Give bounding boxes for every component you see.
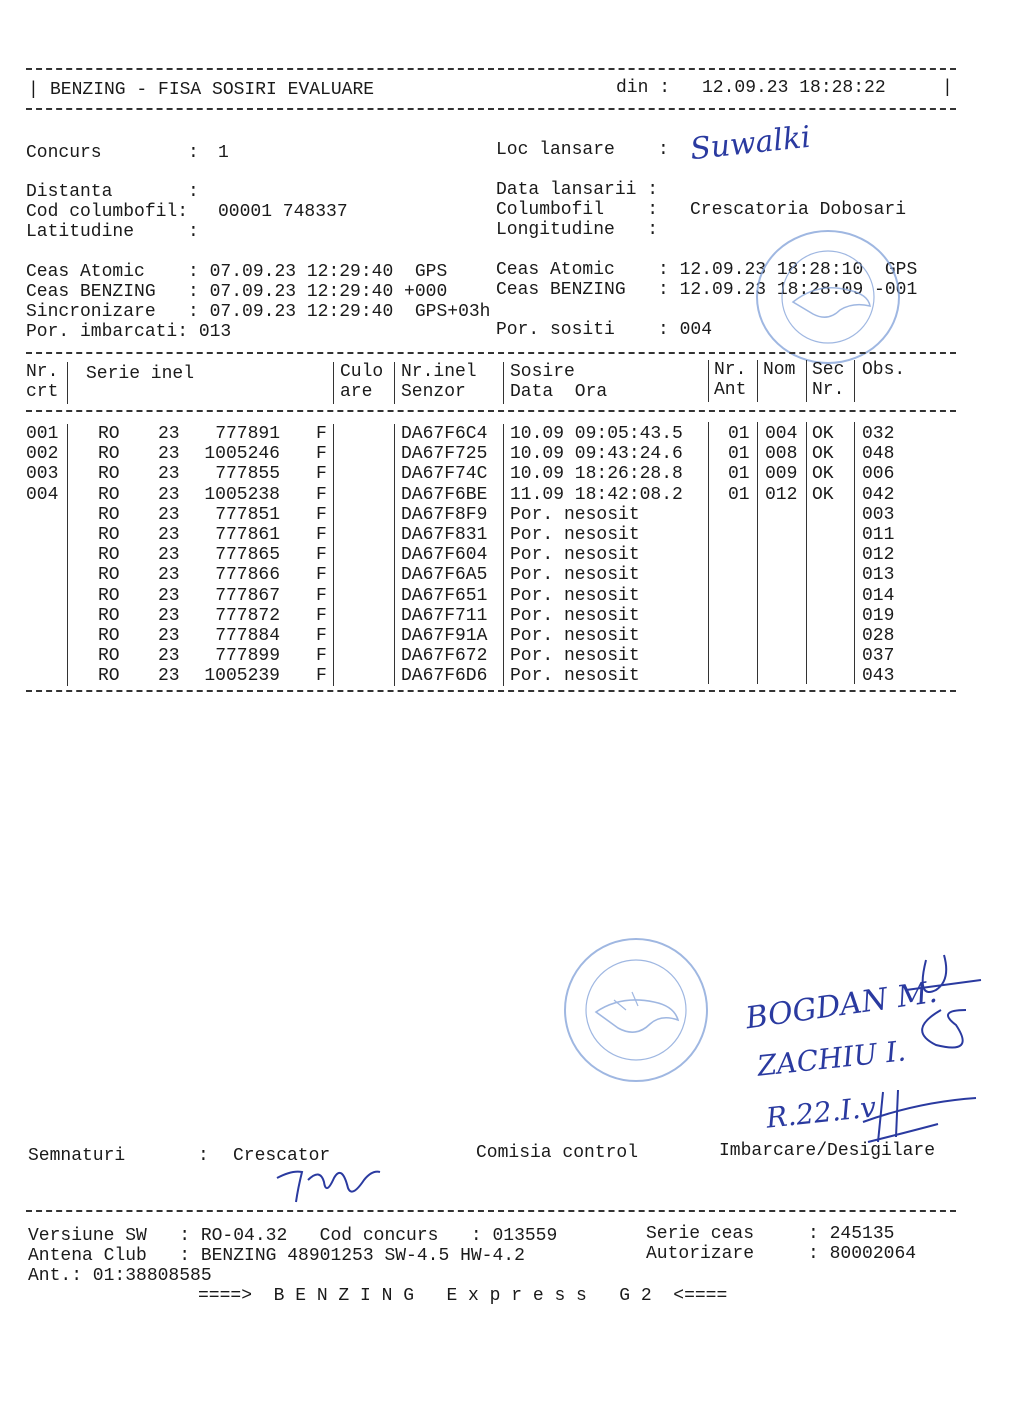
distanta-label: Distanta : (26, 182, 199, 202)
cell-sex: F (316, 464, 327, 485)
date-label: din : (616, 78, 671, 98)
cell-an: 23 (158, 585, 180, 606)
longitudine-label: Longitudine : (496, 220, 659, 240)
col-head-ant-2: Ant (714, 380, 747, 400)
cell-sex: F (316, 444, 327, 465)
cell-senzor: DA67F91A (401, 626, 488, 646)
col-head-ant-1: Nr. (714, 360, 747, 380)
cell-an: 23 (158, 565, 180, 586)
cell-obs: 032 (862, 424, 895, 444)
right-clock-line-2: Ceas BENZING : 12.09.23 18:28:09 -001 (496, 280, 918, 300)
cell-obs: 028 (862, 626, 895, 646)
cell-tara: RO (98, 646, 120, 667)
concurs-label: Concurs : (26, 143, 199, 163)
cell-obs: 037 (862, 646, 895, 667)
cell-senzor: DA67F6A5 (401, 565, 488, 586)
cell-tara: RO (98, 464, 120, 485)
cell-crt: 001 (26, 424, 59, 444)
cell-inel: 1005238 (204, 484, 280, 505)
cell-ant: 01 (728, 484, 750, 505)
rule-crt-head (67, 362, 68, 404)
separator-table-top (26, 352, 956, 354)
stamp-bottom (564, 938, 708, 1082)
cell-an: 23 (158, 484, 180, 505)
col-head-culoare-2: are (340, 382, 373, 402)
crescator-label: Crescator (233, 1146, 331, 1166)
rule-ant-head (757, 360, 758, 402)
cell-inel: 777851 (215, 504, 280, 525)
cell-senzor: DA67F831 (401, 525, 488, 545)
concurs-value: 1 (218, 143, 229, 163)
rule-sec-head (854, 360, 855, 402)
cell-tara: RO (98, 484, 120, 505)
cell-obs: 014 (862, 585, 895, 606)
cell-sec: OK (812, 484, 834, 505)
cell-an: 23 (158, 504, 180, 525)
cell-senzor: DA67F74C (401, 464, 488, 485)
separator-header (26, 108, 956, 110)
cell-an: 23 (158, 626, 180, 646)
cell-inel: 777865 (215, 545, 280, 566)
cell-senzor: DA67F6BE (401, 484, 488, 505)
cell-inel: 777872 (215, 605, 280, 626)
cell-senzor: DA67F725 (401, 444, 488, 465)
cod-columbofil-label: Cod columbofil: (26, 202, 189, 222)
footer-line-2-right: Autorizare : 80002064 (646, 1244, 917, 1264)
cell-tara: RO (98, 585, 120, 606)
cell-sec: OK (812, 444, 834, 465)
cell-tara: RO (98, 525, 120, 545)
cell-sex: F (316, 504, 327, 525)
cell-tara: RO (98, 504, 120, 525)
print-datetime: 12.09.23 18:28:22 (702, 78, 886, 98)
cell-crt: 002 (26, 444, 59, 465)
rule-sosire-head (708, 360, 709, 402)
rule-ant (757, 422, 758, 684)
footer-line-1-right: Serie ceas : 245135 (646, 1224, 895, 1244)
separator-table-bottom (26, 690, 956, 692)
separator-table-head (26, 410, 956, 412)
cell-sosire: Por. nesosit (510, 605, 640, 626)
cod-columbofil-value: 00001 748337 (218, 202, 348, 222)
cell-sosire: Por. nesosit (510, 504, 640, 525)
comisia-label: Comisia control (476, 1143, 639, 1163)
cell-inel: 777861 (215, 525, 280, 545)
rule-serie (333, 424, 334, 686)
cell-sosire: Por. nesosit (510, 626, 640, 646)
cell-tara: RO (98, 424, 120, 444)
stamp-top-graphic (758, 232, 898, 362)
col-head-culoare-1: Culo (340, 362, 384, 382)
cell-sex: F (316, 484, 327, 505)
rule-culo (394, 424, 395, 686)
cell-sex: F (316, 666, 327, 687)
rule-culo-head (394, 362, 395, 404)
cell-nom: 004 (765, 424, 798, 444)
cell-obs: 019 (862, 605, 895, 626)
cell-tara: RO (98, 626, 120, 646)
cell-tara: RO (98, 444, 120, 465)
col-head-nom: Nom (763, 360, 796, 380)
cell-sosire: 11.09 18:42:08.2 (510, 484, 683, 505)
cell-inel: 777855 (215, 464, 280, 485)
cell-sosire: 10.09 09:43:24.6 (510, 444, 683, 465)
footer-line-2-left: Antena Club : BENZING 48901253 SW-4.5 HW-4.2 (28, 1246, 525, 1266)
cell-ant: 01 (728, 464, 750, 485)
cell-an: 23 (158, 444, 180, 465)
cell-obs: 043 (862, 666, 895, 687)
left-clock-line-1: Ceas Atomic : 07.09.23 12:29:40 GPS (26, 262, 448, 282)
cell-senzor: DA67F711 (401, 605, 488, 626)
col-head-sosire-2: Data Ora (510, 382, 608, 402)
cell-ant: 01 (728, 424, 750, 444)
col-head-senzor-2: Senzor (401, 382, 466, 402)
footer-line-3: Ant.: 01:38808585 (28, 1266, 212, 1286)
header-left-bar: | (28, 80, 39, 100)
cell-inel: 777866 (215, 565, 280, 586)
data-lansarii-label: Data lansarii : (496, 180, 659, 200)
cell-sosire: Por. nesosit (510, 565, 640, 586)
cell-obs: 042 (862, 484, 895, 505)
header-right-bar: | (942, 78, 953, 98)
cell-senzor: DA67F8F9 (401, 504, 488, 525)
cell-senzor: DA67F672 (401, 646, 488, 667)
cell-sex: F (316, 626, 327, 646)
cell-inel: 777884 (215, 626, 280, 646)
cell-obs: 006 (862, 464, 895, 485)
cell-sosire: Por. nesosit (510, 666, 640, 687)
cell-an: 23 (158, 525, 180, 545)
rule-serie-head (333, 362, 334, 404)
col-head-crt-1: Nr. (26, 362, 59, 382)
document-title: BENZING - FISA SOSIRI EVALUARE (50, 80, 375, 100)
stamp-bottom-graphic (566, 940, 706, 1080)
col-head-sec-2: Nr. (812, 380, 845, 400)
cell-tara: RO (98, 666, 120, 687)
columbofil-label: Columbofil : (496, 200, 659, 220)
handwritten-third: R.22.I.v (764, 1090, 878, 1135)
cell-obs: 012 (862, 545, 895, 566)
col-head-obs: Obs. (862, 360, 906, 380)
separator-top (26, 68, 956, 70)
cell-sex: F (316, 565, 327, 586)
handwritten-zaharia: ZACHIU I. (755, 1034, 908, 1083)
rule-nom (806, 422, 807, 684)
cell-an: 23 (158, 666, 180, 687)
cell-sec: OK (812, 464, 834, 485)
cell-inel: 1005246 (204, 444, 280, 465)
cell-nom: 009 (765, 464, 798, 485)
rule-sosire (708, 422, 709, 684)
cell-senzor: DA67F604 (401, 545, 488, 566)
cell-an: 23 (158, 545, 180, 566)
cell-an: 23 (158, 424, 180, 444)
loc-lansare-label: Loc lansare : (496, 140, 669, 160)
right-clock-line-1: Ceas Atomic : 12.09.23 18:28:10 GPS (496, 260, 918, 280)
cell-tara: RO (98, 605, 120, 626)
cell-sex: F (316, 646, 327, 667)
rule-nom-head (806, 360, 807, 402)
stamp-top (756, 230, 900, 364)
cell-crt: 003 (26, 464, 59, 485)
cell-nom: 012 (765, 484, 798, 505)
left-clock-line-4: Por. imbarcati: 013 (26, 322, 232, 342)
cell-sex: F (316, 424, 327, 444)
imbarcare-label: Imbarcare/Desigilare (719, 1141, 936, 1161)
cell-inel: 777867 (215, 585, 280, 606)
cell-sosire: 10.09 18:26:28.8 (510, 464, 683, 485)
col-head-serie: Serie inel (86, 364, 195, 384)
left-clock-line-2: Ceas BENZING : 07.09.23 12:29:40 +000 (26, 282, 448, 302)
handwritten-bogdan: BOGDAN M. (743, 974, 940, 1037)
cell-nom: 008 (765, 444, 798, 465)
separator-footer (26, 1210, 956, 1212)
cell-obs: 011 (862, 525, 895, 545)
cell-sex: F (316, 545, 327, 566)
latitudine-label: Latitudine : (26, 222, 199, 242)
cell-crt: 004 (26, 484, 59, 505)
cell-ant: 01 (728, 444, 750, 465)
semnaturi-label: Semnaturi (28, 1146, 126, 1166)
cell-sex: F (316, 585, 327, 606)
cell-inel: 777899 (215, 646, 280, 667)
col-head-sec-1: Sec (812, 360, 845, 380)
cell-sosire: Por. nesosit (510, 646, 640, 667)
cell-tara: RO (98, 545, 120, 566)
cell-senzor: DA67F651 (401, 585, 488, 606)
cell-sosire: Por. nesosit (510, 585, 640, 606)
loc-lansare-handwritten: Suwalki (688, 119, 813, 168)
rule-crt (67, 424, 68, 686)
cell-sosire: Por. nesosit (510, 525, 640, 545)
cell-sec: OK (812, 424, 834, 444)
cell-sosire: Por. nesosit (510, 545, 640, 566)
columbofil-value: Crescatoria Dobosari (690, 200, 907, 220)
cell-an: 23 (158, 464, 180, 485)
cell-obs: 003 (862, 504, 895, 525)
cell-tara: RO (98, 565, 120, 586)
col-head-senzor-1: Nr.inel (401, 362, 477, 382)
cell-inel: 1005239 (204, 666, 280, 687)
footer-banner: ====> B E N Z I N G E x p r e s s G 2 <==== (198, 1286, 728, 1306)
signature-scribble-top (896, 950, 986, 1060)
col-head-crt-2: crt (26, 382, 59, 402)
rule-sec (854, 422, 855, 684)
semnaturi-colon: : (198, 1146, 209, 1166)
cell-an: 23 (158, 605, 180, 626)
footer-line-1-left: Versiune SW : RO-04.32 Cod concurs : 013559 (28, 1226, 558, 1246)
cell-inel: 777891 (215, 424, 280, 444)
cell-obs: 013 (862, 565, 895, 586)
left-clock-line-3: Sincronizare : 07.09.23 12:29:40 GPS+03h (26, 302, 491, 322)
cell-senzor: DA67F6D6 (401, 666, 488, 687)
cell-sex: F (316, 525, 327, 545)
cell-obs: 048 (862, 444, 895, 465)
cell-sosire: 10.09 09:05:43.5 (510, 424, 683, 444)
cell-an: 23 (158, 646, 180, 667)
rule-senzor (503, 424, 504, 686)
cell-sex: F (316, 605, 327, 626)
col-head-sosire-1: Sosire (510, 362, 575, 382)
right-clock-line-3: Por. sositi : 004 (496, 320, 713, 340)
rule-senzor-head (503, 362, 504, 404)
cell-senzor: DA67F6C4 (401, 424, 488, 444)
